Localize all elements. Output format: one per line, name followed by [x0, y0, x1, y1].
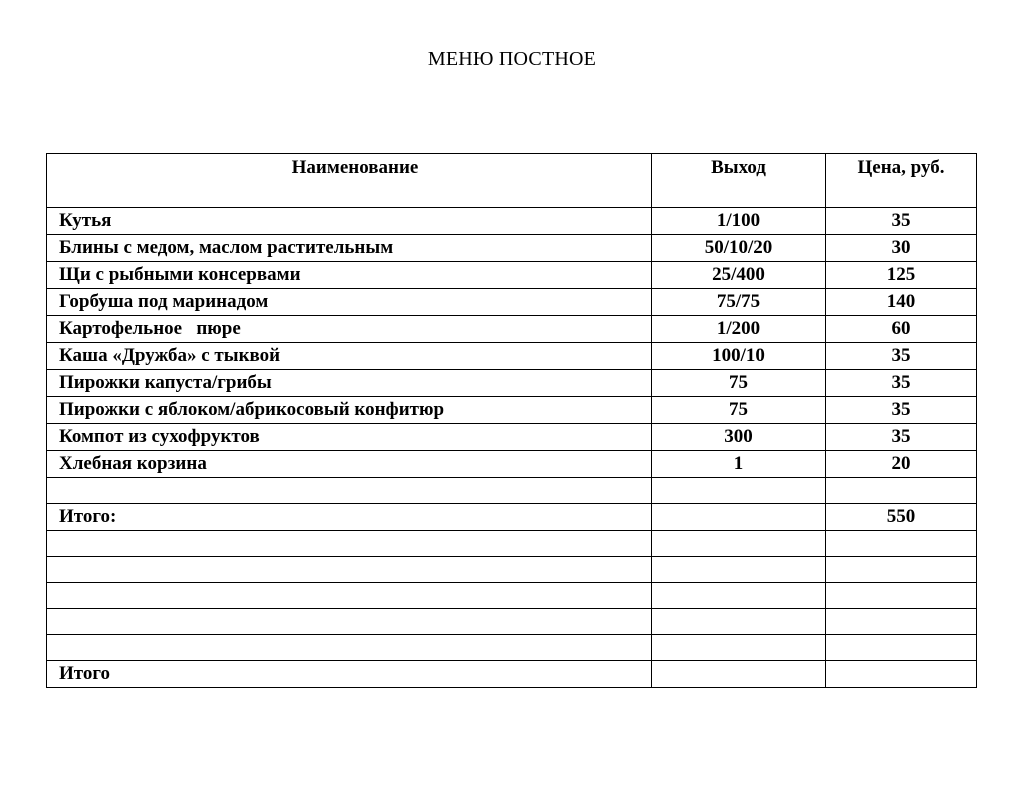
empty-cell — [826, 635, 977, 661]
dish-price: 35 — [826, 343, 977, 370]
empty-cell — [826, 557, 977, 583]
dish-name: Хлебная корзина — [47, 451, 652, 478]
dish-price: 125 — [826, 262, 977, 289]
total-yield — [652, 661, 826, 688]
dish-yield: 25/400 — [652, 262, 826, 289]
subtotal-row — [47, 504, 977, 531]
table-row — [47, 424, 977, 451]
empty-cell — [47, 478, 652, 504]
total-label: Итого — [47, 661, 652, 688]
table-header-row — [47, 154, 977, 208]
empty-cell — [652, 583, 826, 609]
table-row — [47, 235, 977, 262]
empty-row — [47, 583, 977, 609]
empty-row — [47, 478, 977, 504]
dish-price: 60 — [826, 316, 977, 343]
empty-cell — [652, 635, 826, 661]
empty-cell — [826, 583, 977, 609]
table-row — [47, 370, 977, 397]
dish-yield: 1 — [652, 451, 826, 478]
table-row — [47, 289, 977, 316]
dish-price: 30 — [826, 235, 977, 262]
dish-yield: 75/75 — [652, 289, 826, 316]
dish-name: Блины с медом, маслом растительным — [47, 235, 652, 262]
dish-yield: 1/100 — [652, 208, 826, 235]
table-row — [47, 316, 977, 343]
dish-price: 35 — [826, 370, 977, 397]
empty-cell — [652, 609, 826, 635]
dish-name: Пирожки капуста/грибы — [47, 370, 652, 397]
dish-yield: 300 — [652, 424, 826, 451]
empty-cell — [652, 557, 826, 583]
table-row — [47, 208, 977, 235]
header-price: Цена, руб. — [826, 154, 977, 208]
dish-yield: 75 — [652, 397, 826, 424]
dish-price: 20 — [826, 451, 977, 478]
empty-cell — [652, 531, 826, 557]
empty-row — [47, 557, 977, 583]
empty-cell — [652, 478, 826, 504]
table-row — [47, 262, 977, 289]
header-name: Наименование — [47, 154, 652, 208]
table-row — [47, 343, 977, 370]
empty-row — [47, 609, 977, 635]
empty-cell — [47, 609, 652, 635]
dish-name: Пирожки с яблоком/абрикосовый конфитюр — [47, 397, 652, 424]
subtotal-label: Итого: — [47, 504, 652, 531]
header-yield: Выход — [652, 154, 826, 208]
dish-name: Компот из сухофруктов — [47, 424, 652, 451]
dish-price: 35 — [826, 424, 977, 451]
empty-row — [47, 635, 977, 661]
dish-yield: 100/10 — [652, 343, 826, 370]
dish-price: 140 — [826, 289, 977, 316]
empty-cell — [47, 531, 652, 557]
table-row — [47, 451, 977, 478]
subtotal-yield — [652, 504, 826, 531]
empty-row — [47, 531, 977, 557]
page-title: МЕНЮ ПОСТНОЕ — [427, 48, 597, 70]
empty-cell — [47, 557, 652, 583]
empty-cell — [826, 478, 977, 504]
table-row — [47, 397, 977, 424]
dish-yield: 75 — [652, 370, 826, 397]
dish-name: Кутья — [47, 208, 652, 235]
dish-price: 35 — [826, 397, 977, 424]
menu-table — [46, 153, 977, 688]
empty-cell — [826, 531, 977, 557]
dish-name: Щи с рыбными консервами — [47, 262, 652, 289]
dish-name: Каша «Дружба» с тыквой — [47, 343, 652, 370]
empty-cell — [826, 609, 977, 635]
dish-name: Картофельное пюре — [47, 316, 652, 343]
dish-price: 35 — [826, 208, 977, 235]
empty-cell — [47, 635, 652, 661]
dish-yield: 50/10/20 — [652, 235, 826, 262]
dish-name: Горбуша под маринадом — [47, 289, 652, 316]
total-price — [826, 661, 977, 688]
dish-yield: 1/200 — [652, 316, 826, 343]
empty-cell — [47, 583, 652, 609]
subtotal-price: 550 — [826, 504, 977, 531]
total-row — [47, 661, 977, 688]
